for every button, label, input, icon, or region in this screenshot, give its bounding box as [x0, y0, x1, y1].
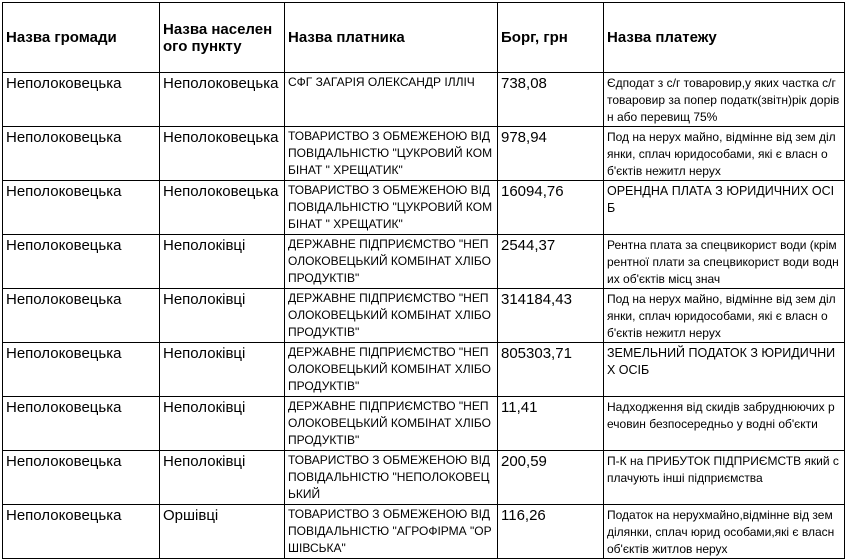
table-row — [3, 235, 845, 289]
cell-borg: 200,59 — [498, 451, 604, 505]
cell-gromada: Неполоковецька — [3, 73, 160, 127]
header-punkt: Назва населеного пункту — [160, 3, 285, 73]
cell-borg: 2544,37 — [498, 235, 604, 289]
cell-borg: 314184,43 — [498, 289, 604, 343]
cell-borg: 805303,71 — [498, 343, 604, 397]
header-platnyk: Назва платника — [285, 3, 498, 73]
cell-platnyk: ДЕРЖАВНЕ ПІДПРИЄМСТВО "НЕПОЛОКОВЕЦЬКИЙ КОМБІНАТ ХЛІБОПРОДУКТІВ" — [285, 235, 498, 289]
table-row — [3, 343, 845, 397]
cell-platizh: П-К на ПРИБУТОК ПІДПРИЄМСТВ який сплачують інші підприємства — [604, 451, 845, 505]
table-row — [3, 451, 845, 505]
cell-platizh: Под на нерух майно, відмінне від зем ділянки, сплач юридособами, які є власн об'єктів нежитл нерух — [604, 289, 845, 343]
cell-platnyk: ТОВАРИСТВО З ОБМЕЖЕНОЮ ВІДПОВІДАЛЬНІСТЮ "ЦУКРОВИЙ КОМБІНАТ " ХРЕЩАТИК" — [285, 181, 498, 235]
table-row — [3, 127, 845, 181]
cell-platnyk: ТОВАРИСТВО З ОБМЕЖЕНОЮ ВІДПОВІДАЛЬНІСТЮ "АГРОФІРМА "ОРШІВСЬКА" — [285, 505, 498, 559]
cell-platnyk: ДЕРЖАВНЕ ПІДПРИЄМСТВО "НЕПОЛОКОВЕЦЬКИЙ КОМБІНАТ ХЛІБОПРОДУКТІВ" — [285, 343, 498, 397]
cell-punkt: Неполоківці — [160, 451, 285, 505]
cell-borg: 11,41 — [498, 397, 604, 451]
cell-gromada: Неполоковецька — [3, 397, 160, 451]
cell-gromada: Неполоковецька — [3, 127, 160, 181]
table-row — [3, 397, 845, 451]
cell-borg: 116,26 — [498, 505, 604, 559]
cell-gromada: Неполоковецька — [3, 235, 160, 289]
cell-punkt: Неполоковецька — [160, 127, 285, 181]
cell-platnyk: ДЕРЖАВНЕ ПІДПРИЄМСТВО "НЕПОЛОКОВЕЦЬКИЙ КОМБІНАТ ХЛІБОПРОДУКТІВ" — [285, 397, 498, 451]
cell-platizh: Под на нерух майно, відмінне від зем ділянки, сплач юридособами, які є власн об'єктів нежитл нерух — [604, 127, 845, 181]
cell-punkt: Неполоківці — [160, 235, 285, 289]
cell-punkt: Неполоковецька — [160, 73, 285, 127]
cell-gromada: Неполоковецька — [3, 343, 160, 397]
header-gromada: Назва громади — [3, 3, 160, 73]
cell-punkt: Оршівці — [160, 505, 285, 559]
cell-platnyk: СФГ ЗАГАРІЯ ОЛЕКСАНДР ІЛЛІЧ — [285, 73, 498, 127]
cell-borg: 738,08 — [498, 73, 604, 127]
cell-platizh: Надходження від скидів забруднюючих речовин безпосередньо у водні об'єкти — [604, 397, 845, 451]
cell-punkt: Неполоківці — [160, 397, 285, 451]
table-header-row — [3, 3, 845, 73]
cell-borg: 16094,76 — [498, 181, 604, 235]
cell-punkt: Неполоковецька — [160, 181, 285, 235]
cell-platizh: ОРЕНДНА ПЛАТА З ЮРИДИЧНИХ ОСІБ — [604, 181, 845, 235]
table-row — [3, 505, 845, 559]
cell-gromada: Неполоковецька — [3, 181, 160, 235]
table-row — [3, 289, 845, 343]
cell-platnyk: ДЕРЖАВНЕ ПІДПРИЄМСТВО "НЕПОЛОКОВЕЦЬКИЙ КОМБІНАТ ХЛІБОПРОДУКТІВ" — [285, 289, 498, 343]
cell-platizh: Рентна плата за спецвикорист води (крім рентної плати за спецвикорист води водних об'єктів місц знач — [604, 235, 845, 289]
table-row — [3, 181, 845, 235]
payers-debt-table — [2, 2, 845, 559]
header-platizh: Назва платежу — [604, 3, 845, 73]
cell-platnyk: ТОВАРИСТВО З ОБМЕЖЕНОЮ ВІДПОВІДАЛЬНІСТЮ "НЕПОЛОКОВЕЦЬКИЙ — [285, 451, 498, 505]
cell-borg: 978,94 — [498, 127, 604, 181]
cell-gromada: Неполоковецька — [3, 289, 160, 343]
cell-gromada: Неполоковецька — [3, 505, 160, 559]
cell-punkt: Неполоківці — [160, 343, 285, 397]
cell-platizh: Податок на нерухмайно,відмінне від зем ділянки, сплач юрид особами,які є власн об'єктів житлов нерух — [604, 505, 845, 559]
cell-punkt: Неполоківці — [160, 289, 285, 343]
cell-platnyk: ТОВАРИСТВО З ОБМЕЖЕНОЮ ВІДПОВІДАЛЬНІСТЮ "ЦУКРОВИЙ КОМБІНАТ " ХРЕЩАТИК" — [285, 127, 498, 181]
cell-platizh: Єдподат з с/г товаровир,у яких частка с/г товаровир за попер податк(звітн)рік дорівн або перевищ 75% — [604, 73, 845, 127]
table-row — [3, 73, 845, 127]
header-borg: Борг, грн — [498, 3, 604, 73]
cell-gromada: Неполоковецька — [3, 451, 160, 505]
cell-platizh: ЗЕМЕЛЬНИЙ ПОДАТОК З ЮРИДИЧНИХ ОСІБ — [604, 343, 845, 397]
